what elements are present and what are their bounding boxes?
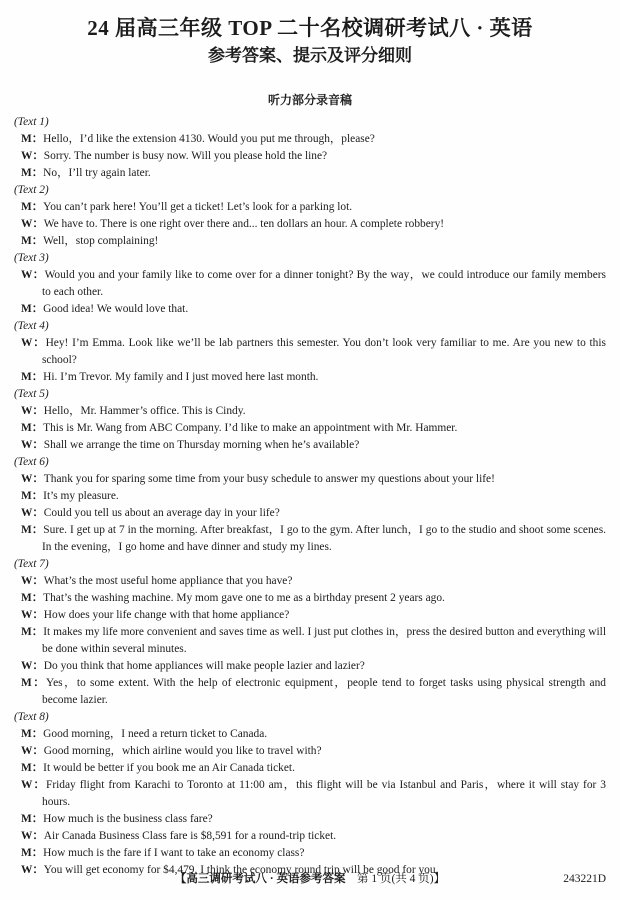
speaker-label: W： [21,507,44,519]
speaker-label: M： [21,490,44,502]
dialogue-line [21,131,606,148]
speaker-label: M： [21,762,44,774]
utterance: How much is the business class fare? [43,813,213,825]
utterance: Good morning，which airline would you like to travel with? [43,745,322,757]
dialogue-line [21,403,606,420]
dialogue-line [21,658,606,675]
footer-document-code: 243221D [563,873,606,885]
section-heading-listening-transcript: 听力部分录音稿 [267,93,352,107]
dialogue-line [21,590,606,607]
speaker-label: W： [21,218,44,230]
transcript [14,114,606,879]
speaker-label: M： [21,201,44,213]
speaker-label: M： [21,524,44,536]
dialogue-line [21,743,606,760]
text-label: (Text 8) [14,711,49,723]
footer-exam-name: 【高三调研考试八 · 英语参考答案 [174,873,346,885]
speaker-label: M： [21,728,44,740]
dialogue-line [21,811,606,828]
dialogue-line [21,505,606,522]
dialogue-line [21,726,606,743]
utterance: It makes my life more convenient and saves time as well. I just put clothes in，press the desired button and everything will be done within several minutes. [42,626,606,655]
utterance: It would be better if you book me an Air Canada ticket. [43,762,295,774]
dialogue-line [21,573,606,590]
utterance: That’s the washing machine. My mom gave one to me as a birthday present 2 years ago. [43,592,445,604]
dialogue-line [21,845,606,862]
speaker-label: W： [21,745,44,757]
footer-caption [0,871,620,887]
speaker-label: W： [21,439,44,451]
utterance: Good morning，I need a return ticket to Canada. [43,728,268,740]
dialogue-line [21,777,606,811]
utterance: How does your life change with that home appliance? [43,609,290,621]
dialogue-line [21,267,606,301]
speaker-label: M： [21,626,44,638]
speaker-label: W： [21,864,44,876]
utterance: Friday flight from Karachi to Toronto at 11:00 am，this flight will be via Istanbul and Paris，where it will stay for 3 hours. [42,779,606,808]
utterance: Shall we arrange the time on Thursday morning when he’s available? [43,439,360,451]
speaker-label: M： [21,592,44,604]
speaker-label: M： [21,303,44,315]
speaker-label: M： [21,235,44,247]
exam-title: 24 届高三年级 TOP 二十名校调研考试八 · 英语 [87,16,533,40]
text-label: (Text 6) [14,456,49,468]
utterance: Would you and your family like to come over for a dinner tonight? By the way，we could introduce our family members to each other. [42,269,606,298]
utterance: What’s the most useful home appliance that you have? [43,575,293,587]
dialogue-line [21,522,606,556]
text-label: (Text 5) [14,388,49,400]
speaker-label: W： [21,473,44,485]
dialogue-line [21,828,606,845]
utterance: Hello，I’d like the extension 4130. Would you put me through，please? [43,133,375,145]
utterance: Hi. I’m Trevor. My family and I just moved here last month. [43,371,319,383]
utterance: Yes，to some extent. With the help of electronic equipment，people tend to forget tasks using physical strength and become lazier. [42,677,606,706]
dialogue-line [21,199,606,216]
speaker-label: W： [21,150,44,162]
speaker-label: M： [21,167,44,179]
speaker-label: W： [21,575,44,587]
utterance: You can’t park here! You’ll get a ticket! Let’s look for a parking lot. [43,201,353,213]
dialogue-line [21,471,606,488]
dialogue-line [21,607,606,624]
utterance: Thank you for sparing some time from your busy schedule to answer my questions about your life! [43,473,495,485]
utterance: Do you think that home appliances will make people lazier and lazier? [43,660,365,672]
footer-page-number: 第 1 页(共 4 页)】 [345,873,446,885]
utterance: Well，stop complaining! [43,235,159,247]
dialogue-line [21,624,606,658]
dialogue-line [21,335,606,369]
utterance: How much is the fare if I want to take an economy class? [43,847,305,859]
utterance: No，I’ll try again later. [43,167,151,179]
speaker-label: W： [21,405,44,417]
utterance: Sure. I get up at 7 in the morning. After breakfast，I go to the gym. After lunch，I go to the studio and shoot some scenes. In the evening，I go home and have dinner and study my lines. [42,524,606,553]
speaker-label: W： [21,269,45,281]
text-label: (Text 7) [14,558,49,570]
speaker-label: M： [21,422,44,434]
dialogue-line [21,233,606,250]
speaker-label: W： [21,337,46,349]
speaker-label: M： [21,371,44,383]
exam-subtitle: 参考答案、提示及评分细则 [208,46,412,65]
dialogue-line [21,760,606,777]
dialogue-line [21,165,606,182]
utterance: Hey! I’m Emma. Look like we’ll be lab partners this semester. You don’t look very familiar to me. Are you new to this school? [42,337,606,366]
utterance: This is Mr. Wang from ABC Company. I’d like to make an appointment with Mr. Hammer. [43,422,458,434]
utterance: Air Canada Business Class fare is $8,591 for a round-trip ticket. [43,830,337,842]
utterance: Good idea! We would love that. [43,303,189,315]
dialogue-line [21,301,606,318]
dialogue-line [21,420,606,437]
speaker-label: W： [21,830,44,842]
dialogue-line [21,675,606,709]
speaker-label: W： [21,609,44,621]
page-footer [0,871,620,887]
text-label: (Text 4) [14,320,49,332]
dialogue-line [21,369,606,386]
utterance: We have to. There is one right over there and... ten dollars an hour. A complete robbery! [43,218,445,230]
speaker-label: M： [21,133,44,145]
speaker-label: M： [21,847,44,859]
dialogue-line [21,488,606,505]
speaker-label: M： [21,813,44,825]
speaker-label: W： [21,660,44,672]
speaker-label: W： [21,779,47,791]
utterance: Could you tell us about an average day in your life? [43,507,280,519]
text-label: (Text 3) [14,252,49,264]
text-label: (Text 1) [14,116,49,128]
utterance: Sorry. The number is busy now. Will you please hold the line? [43,150,328,162]
dialogue-line [21,216,606,233]
utterance: Hello，Mr. Hammer’s office. This is Cindy. [43,405,246,417]
dialogue-line [21,437,606,454]
speaker-label: M： [21,677,47,689]
text-label: (Text 2) [14,184,49,196]
utterance: You will get economy for $4,479. I think the economy round trip will be good for you. [43,864,439,876]
dialogue-line [21,148,606,165]
utterance: It’s my pleasure. [43,490,119,502]
